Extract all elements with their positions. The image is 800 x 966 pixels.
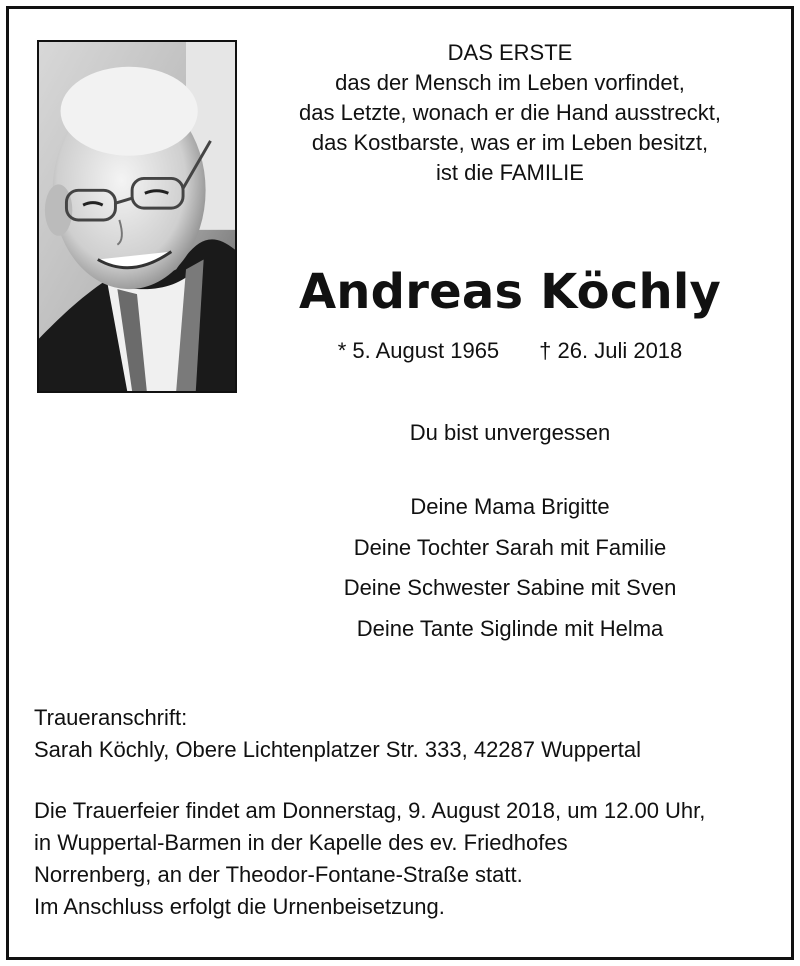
address-line: Sarah Köchly, Obere Lichtenplatzer Str. 333, 42287 Wuppertal [34, 737, 641, 762]
poem-line: das der Mensch im Leben vorfindet, [335, 70, 685, 95]
poem-line: ist die FAMILIE [436, 160, 584, 185]
family-list [250, 487, 770, 649]
poem-line: das Letzte, wonach er die Hand ausstreckt, [299, 100, 721, 125]
poem [250, 38, 770, 188]
life-dates [250, 336, 770, 366]
ceremony-line: Norrenberg, an der Theodor-Fontane-Straße statt. [34, 862, 523, 887]
birth-date: * 5. August 1965 [337, 338, 500, 363]
memorial-message: Du bist unvergessen [409, 420, 611, 445]
ceremony-line: in Wuppertal-Barmen in der Kapelle des ev. Friedhofes [34, 830, 568, 855]
family-member: Deine Tochter Sarah mit Familie [353, 534, 667, 560]
death-date: † 26. Juli 2018 [539, 338, 683, 363]
deceased-name: Andreas Köchly [298, 264, 722, 320]
family-member: Deine Tante Siglinde mit Helma [356, 615, 664, 641]
ceremony-info [34, 795, 779, 923]
family-member: Deine Mama Brigitte [410, 494, 610, 519]
ceremony-line: Im Anschluss erfolgt die Urnenbeisetzung. [34, 894, 445, 919]
ceremony-line: Die Trauerfeier findet am Donnerstag, 9. August 2018, um 12.00 Uhr, [34, 798, 706, 823]
mourning-address [34, 702, 774, 766]
portrait-photo [37, 40, 237, 393]
poem-line: das Kostbarste, was er im Leben besitzt, [311, 130, 709, 155]
portrait-image [39, 42, 235, 391]
poem-line: DAS ERSTE [447, 40, 573, 65]
family-member: Deine Schwester Sabine mit Sven [343, 575, 677, 600]
address-label: Traueranschrift: [34, 705, 188, 730]
